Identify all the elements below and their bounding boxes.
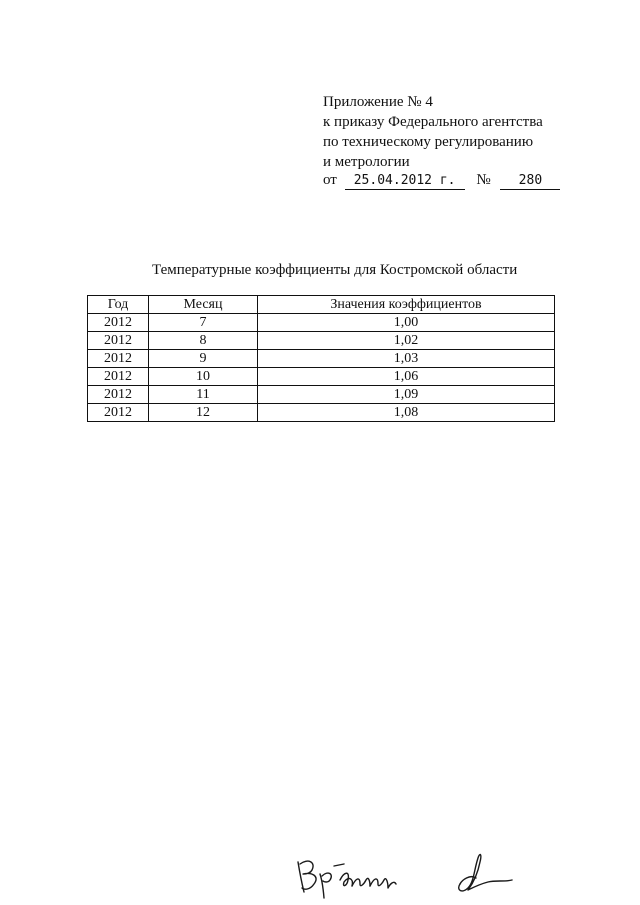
cell-month: 8 xyxy=(149,332,258,350)
header-year: Год xyxy=(88,296,149,314)
cell-month: 11 xyxy=(149,386,258,404)
order-date: 25.04.2012 г. xyxy=(345,173,465,190)
cell-month: 9 xyxy=(149,350,258,368)
cell-year: 2012 xyxy=(88,332,149,350)
cell-month: 12 xyxy=(149,404,258,422)
date-prefix: от xyxy=(323,172,337,188)
table-row xyxy=(88,332,555,350)
table-row xyxy=(88,386,555,404)
cell-value: 1,06 xyxy=(258,368,555,386)
coefficients-table xyxy=(87,295,555,422)
cell-year: 2012 xyxy=(88,386,149,404)
table-header-row xyxy=(88,296,555,314)
table-row xyxy=(88,314,555,332)
cell-value: 1,00 xyxy=(258,314,555,332)
cell-value: 1,03 xyxy=(258,350,555,368)
table-title: Температурные коэффициенты для Костромской области xyxy=(152,262,518,278)
appendix-header xyxy=(323,92,583,172)
table-row xyxy=(88,350,555,368)
appendix-line-order: к приказу Федерального агентства xyxy=(323,114,543,130)
cell-value: 1,09 xyxy=(258,386,555,404)
order-reference xyxy=(323,170,560,190)
cell-year: 2012 xyxy=(88,368,149,386)
table-row xyxy=(88,368,555,386)
cell-year: 2012 xyxy=(88,314,149,332)
cell-year: 2012 xyxy=(88,350,149,368)
header-month: Месяц xyxy=(149,296,258,314)
handwritten-signature-icon xyxy=(290,840,530,900)
cell-value: 1,08 xyxy=(258,404,555,422)
cell-month: 7 xyxy=(149,314,258,332)
appendix-line-metrology: и метрологии xyxy=(323,154,410,170)
order-number: 280 xyxy=(500,173,560,190)
header-value: Значения коэффициентов xyxy=(258,296,555,314)
cell-value: 1,02 xyxy=(258,332,555,350)
appendix-title: Приложение № 4 xyxy=(323,94,433,110)
cell-month: 10 xyxy=(149,368,258,386)
table-row xyxy=(88,404,555,422)
number-sign: № xyxy=(476,172,491,188)
appendix-line-agency: по техническому регулированию xyxy=(323,134,534,150)
cell-year: 2012 xyxy=(88,404,149,422)
